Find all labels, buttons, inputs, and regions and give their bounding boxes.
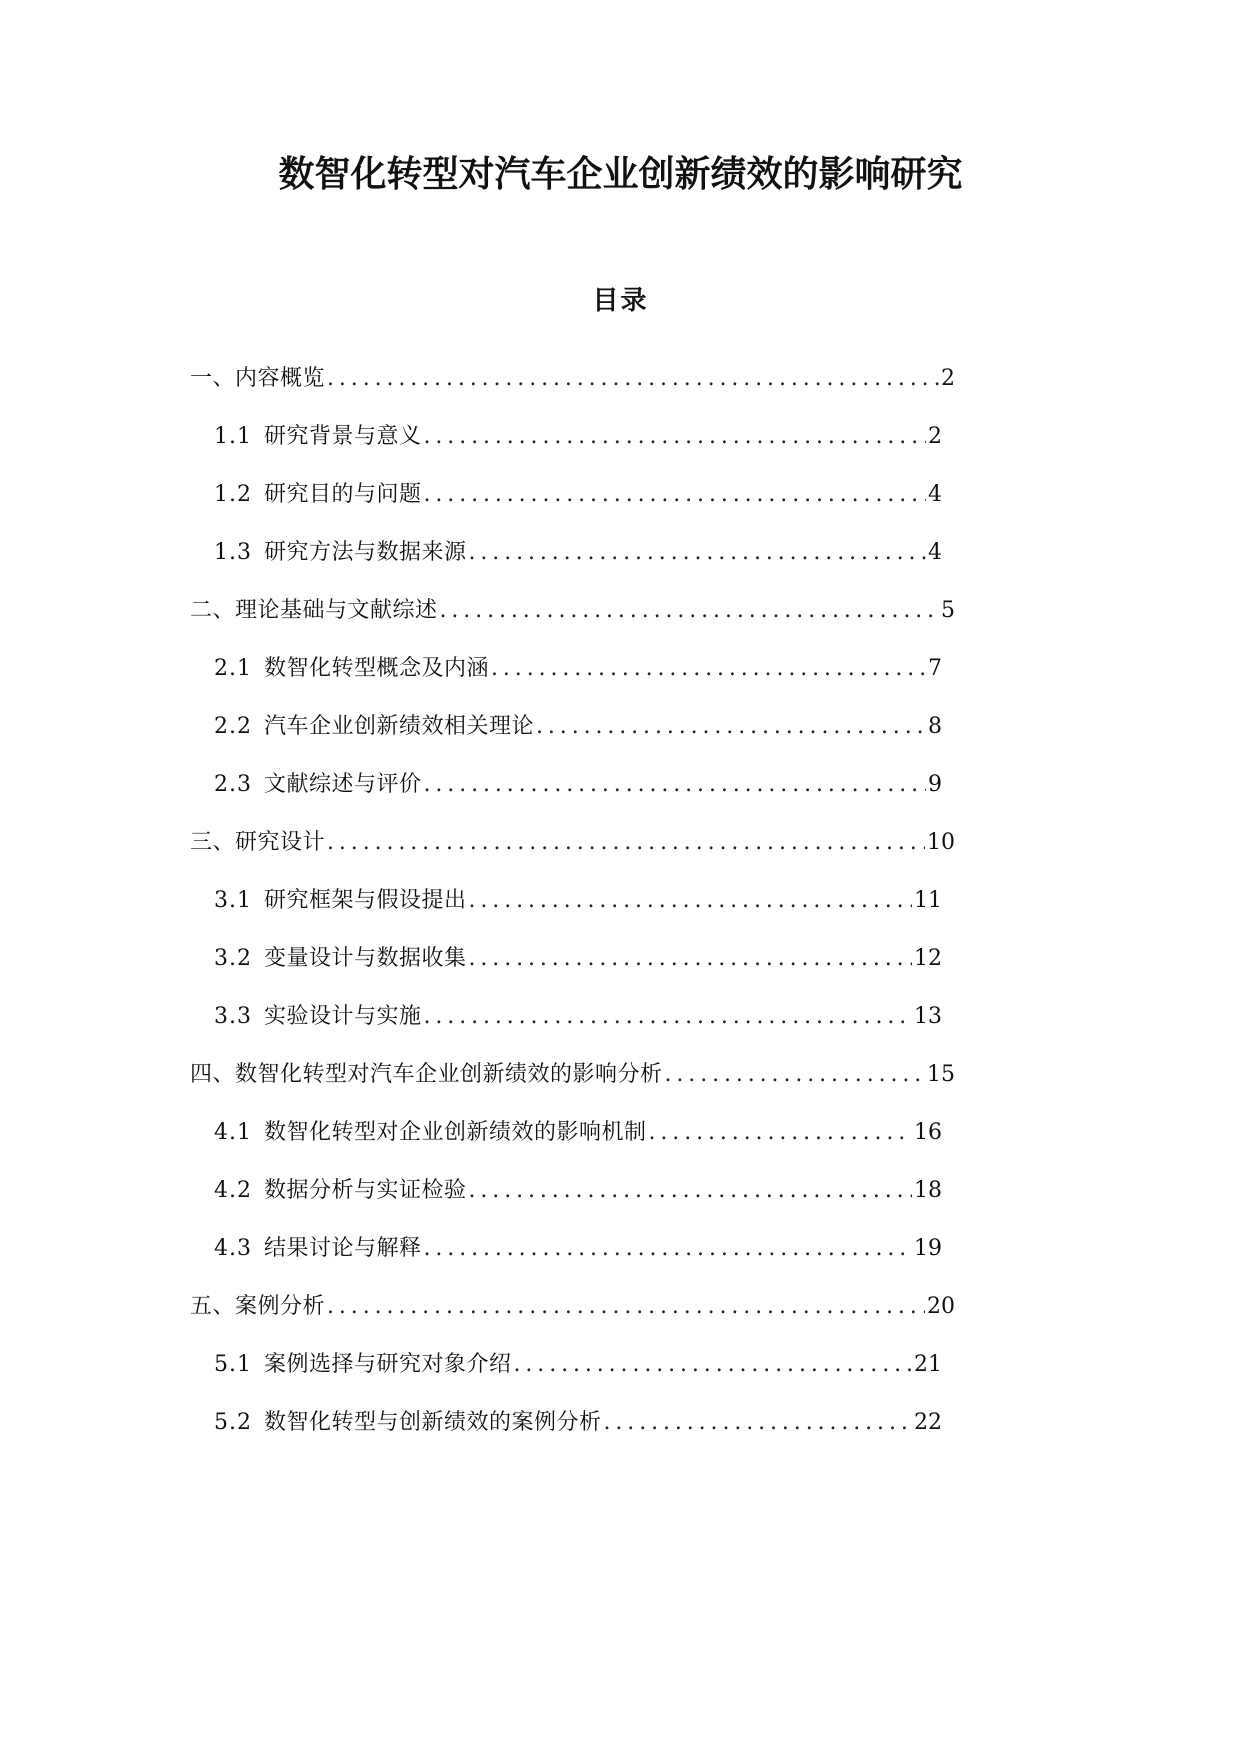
dot-leader bbox=[469, 1173, 912, 1209]
dot-leader bbox=[536, 709, 926, 745]
toc-entry-number: 1.3 bbox=[214, 540, 252, 565]
document-title: 数智化转型对汽车企业创新绩效的影响研究 bbox=[278, 153, 963, 195]
dot-leader bbox=[469, 941, 912, 977]
toc-entry-label: 汽车企业创新绩效相关理论 bbox=[264, 714, 535, 739]
toc-entry[interactable] bbox=[190, 1289, 955, 1325]
dot-leader bbox=[327, 825, 925, 861]
toc-entry-label: 数智化转型与创新绩效的案例分析 bbox=[264, 1410, 602, 1435]
toc-entry-page-number: 5 bbox=[941, 598, 955, 623]
toc-entry-label: 研究背景与意义 bbox=[264, 424, 422, 449]
toc-entry-page-number: 20 bbox=[927, 1294, 955, 1319]
toc-entry[interactable] bbox=[214, 883, 942, 919]
toc-entry[interactable] bbox=[190, 1057, 955, 1093]
toc-entry-number: 2.3 bbox=[214, 772, 252, 797]
dot-leader bbox=[649, 1115, 912, 1151]
toc-entry-page-number: 16 bbox=[914, 1120, 942, 1145]
toc-entry-page-number: 21 bbox=[914, 1352, 942, 1377]
dot-leader bbox=[469, 535, 926, 571]
dot-leader bbox=[327, 1289, 925, 1325]
toc-entry-number: 5.2 bbox=[214, 1410, 252, 1435]
toc-entry-number: 4.2 bbox=[214, 1178, 252, 1203]
toc-entry-page-number: 4 bbox=[928, 540, 942, 565]
toc-entry-page-number: 19 bbox=[914, 1236, 942, 1261]
toc-entry-label: 二、理论基础与文献综述 bbox=[190, 598, 438, 623]
toc-entry-page-number: 2 bbox=[928, 424, 942, 449]
dot-leader bbox=[327, 361, 939, 397]
toc-entry[interactable] bbox=[190, 593, 955, 629]
toc-entry-page-number: 15 bbox=[927, 1062, 955, 1087]
toc-entry-number: 3.3 bbox=[214, 1004, 252, 1029]
toc-entry-label: 研究框架与假设提出 bbox=[264, 888, 467, 913]
toc-entry-page-number: 9 bbox=[928, 772, 942, 797]
toc-entry[interactable] bbox=[214, 999, 942, 1035]
toc-entry[interactable] bbox=[214, 535, 942, 571]
dot-leader bbox=[424, 999, 912, 1035]
toc-entry-label: 五、案例分析 bbox=[190, 1294, 326, 1319]
toc-entry-page-number: 2 bbox=[941, 366, 955, 391]
toc-entry-number: 4.3 bbox=[214, 1236, 252, 1261]
toc-entry-label: 四、数智化转型对汽车企业创新绩效的影响分析 bbox=[190, 1062, 663, 1087]
toc-entry-page-number: 8 bbox=[928, 714, 942, 739]
toc-entry[interactable] bbox=[214, 1173, 942, 1209]
toc-entry-label: 结果讨论与解释 bbox=[264, 1236, 422, 1261]
toc-entry-label: 研究目的与问题 bbox=[264, 482, 422, 507]
toc-entry-label: 数据分析与实证检验 bbox=[264, 1178, 467, 1203]
dot-leader bbox=[424, 767, 926, 803]
toc-entry-page-number: 13 bbox=[914, 1004, 942, 1029]
toc-entry-label: 数智化转型对企业创新绩效的影响机制 bbox=[264, 1120, 647, 1145]
toc-entry-page-number: 11 bbox=[914, 888, 942, 913]
toc-entry-number: 5.1 bbox=[214, 1352, 252, 1377]
toc-entry[interactable] bbox=[214, 709, 942, 745]
toc-entry-label: 数智化转型概念及内涵 bbox=[264, 656, 490, 681]
toc-entry-number: 4.1 bbox=[214, 1120, 252, 1145]
toc-entry[interactable] bbox=[214, 941, 942, 977]
toc-entry-label: 实验设计与实施 bbox=[264, 1004, 422, 1029]
toc-entry-page-number: 18 bbox=[914, 1178, 942, 1203]
dot-leader bbox=[424, 1231, 912, 1267]
dot-leader bbox=[469, 883, 912, 919]
dot-leader bbox=[491, 651, 926, 687]
dot-leader bbox=[665, 1057, 925, 1093]
toc-entry-label: 文献综述与评价 bbox=[264, 772, 422, 797]
dot-leader bbox=[514, 1347, 912, 1383]
toc-entry-label: 一、内容概览 bbox=[190, 366, 326, 391]
toc-entry[interactable] bbox=[214, 1115, 942, 1151]
toc-entry-number: 2.1 bbox=[214, 656, 252, 681]
dot-leader bbox=[604, 1405, 912, 1441]
toc-entry[interactable] bbox=[214, 1231, 942, 1267]
dot-leader bbox=[440, 593, 939, 629]
toc-entry[interactable] bbox=[214, 651, 942, 687]
toc-entry-page-number: 4 bbox=[928, 482, 942, 507]
toc-entry[interactable] bbox=[214, 477, 942, 513]
toc-entry[interactable] bbox=[214, 1347, 942, 1383]
toc-entry-label: 三、研究设计 bbox=[190, 830, 326, 855]
toc-entry-page-number: 7 bbox=[928, 656, 942, 681]
toc-entry-page-number: 22 bbox=[914, 1410, 942, 1435]
toc-entry[interactable] bbox=[214, 1405, 942, 1441]
toc-entry[interactable] bbox=[214, 767, 942, 803]
toc-entry-number: 3.2 bbox=[214, 946, 252, 971]
toc-entry-number: 2.2 bbox=[214, 714, 252, 739]
toc-entry-page-number: 12 bbox=[914, 946, 942, 971]
toc-entry-number: 3.1 bbox=[214, 888, 252, 913]
toc-entry-number: 1.1 bbox=[214, 424, 252, 449]
toc-entry-label: 案例选择与研究对象介绍 bbox=[264, 1352, 512, 1377]
toc-entry-number: 1.2 bbox=[214, 482, 252, 507]
toc-entry-label: 变量设计与数据收集 bbox=[264, 946, 467, 971]
toc-entry[interactable] bbox=[190, 825, 955, 861]
dot-leader bbox=[424, 419, 926, 455]
toc-heading: 目录 bbox=[592, 286, 649, 316]
dot-leader bbox=[424, 477, 926, 513]
toc-entry-page-number: 10 bbox=[927, 830, 955, 855]
toc-entry[interactable] bbox=[190, 361, 955, 397]
toc-entry[interactable] bbox=[214, 419, 942, 455]
toc-entry-label: 研究方法与数据来源 bbox=[264, 540, 467, 565]
